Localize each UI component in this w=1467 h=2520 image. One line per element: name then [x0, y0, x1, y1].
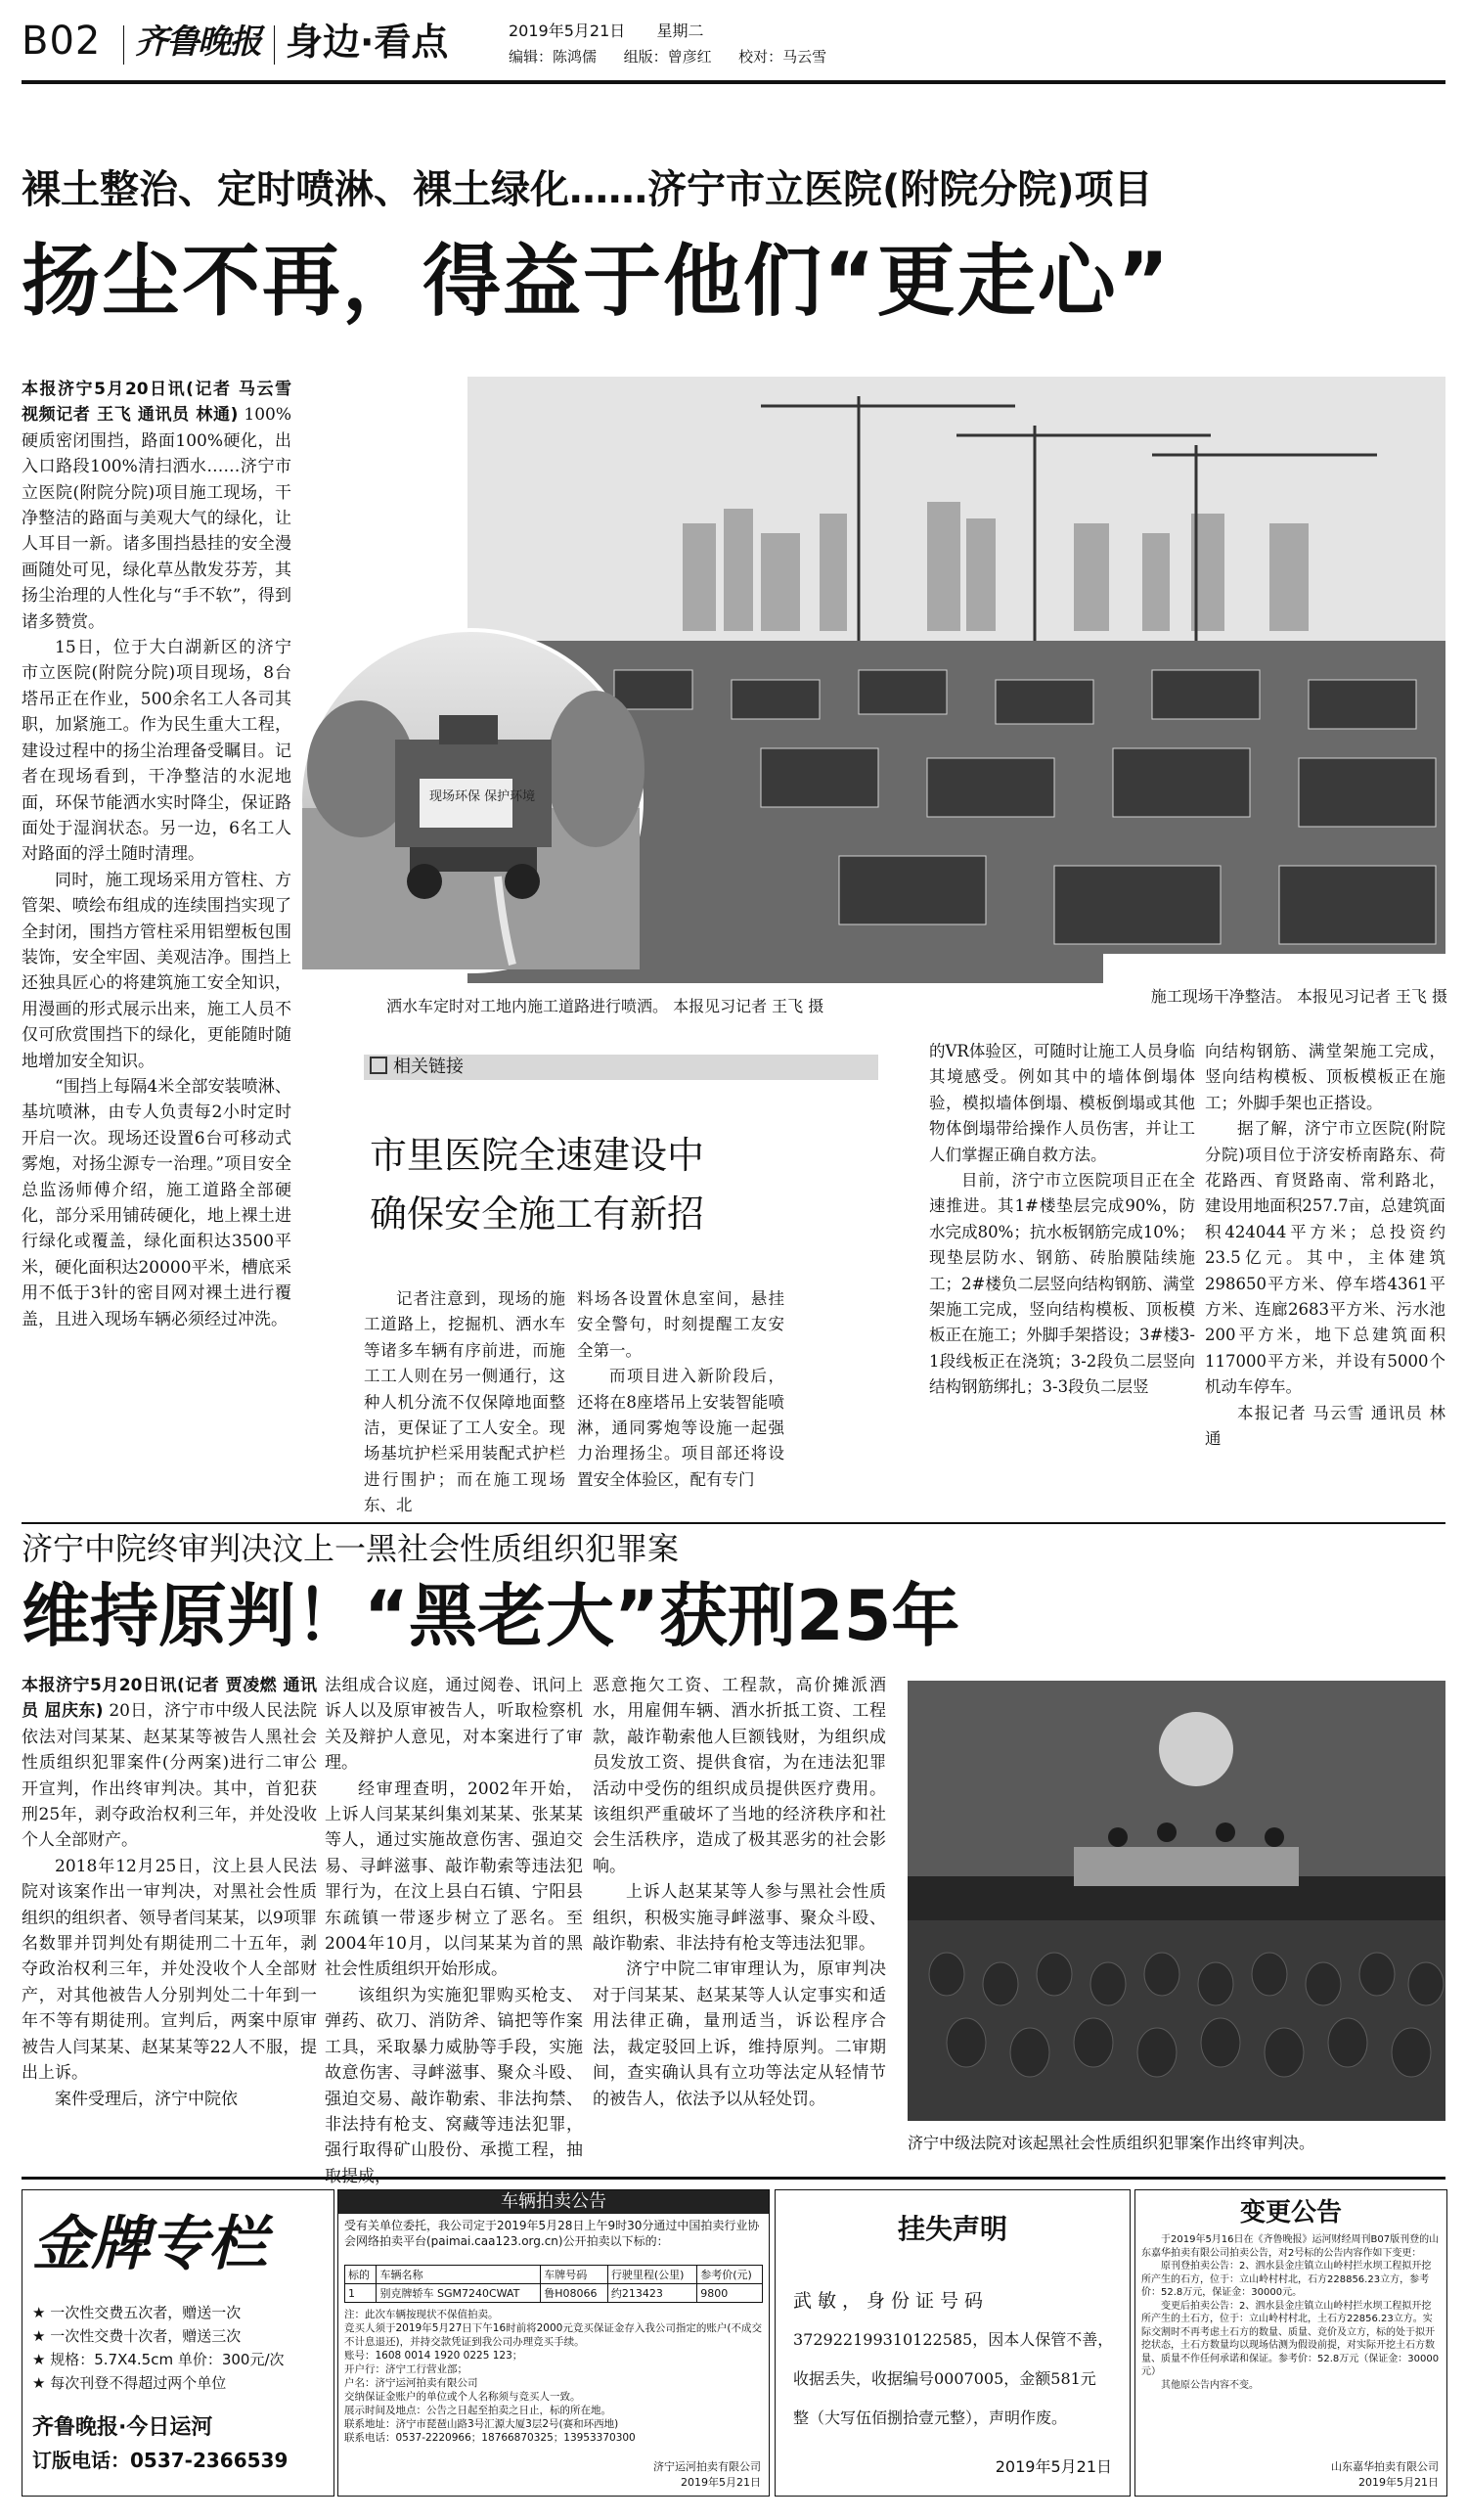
water-truck-photo: [298, 628, 644, 973]
credit-layout: 组版：曾彦红: [623, 48, 712, 66]
sidebar-paragraph: 目前，济宁市立医院项目正在全速推进。其1#楼垫层完成90%，防水完成80%；抗水板钢筋完成10%；现垫层防水、钢筋、砖胎膜陆续施工；2#楼负二层竖向结构钢筋、满堂架施工完成，竖向结构模板、顶板模板正在施工；外脚手架搭设；3#楼3-1段线板正在浇筑；3-2段负二层竖向结构钢筋绑扎；3-3段负二层竖: [929, 1171, 1195, 1397]
sidebar-paragraph: 料场各设置休息室间，悬挂安全警句，时刻提醒工友安全第一。: [577, 1289, 784, 1360]
gold-offer-line: ★ 规格：5.7X4.5cm 单价：300元/次: [32, 2351, 285, 2368]
story2-paragraph: 恶意拖欠工资、工程款，高价摊派酒水，用雇佣车辆、酒水折抵工资、工程款，敲诈勒索他人巨额钱财，为组织成员发放工资、提供食宿，为在违法犯罪活动中受伤的组织成员提供医疗费用。该组织严重破坏了当地的经济秩序和社会生活秩序，造成了极其恶劣的社会影响。: [593, 1676, 886, 1876]
change-notice-date: 2019年5月21日: [1358, 2476, 1439, 2489]
water-truck-illustration: [302, 632, 640, 969]
change-notice-org: 山东嘉华拍卖有限公司: [1331, 2460, 1439, 2473]
sidebar-reporter: 本报记者 马云雪 通讯员 林通: [1205, 1403, 1445, 1449]
story1-kicker: 裸土整治、定时喷淋、裸土绿化……济宁市立医院(附院分院)项目: [22, 167, 1153, 212]
story1-headline: 扬尘不再，得益于他们“更走心”: [22, 236, 1172, 327]
auction-note: 展示时间及地点：公告之日起至拍卖之日止，标的所在地。: [344, 2405, 611, 2416]
auction-title-bar: [338, 2190, 769, 2214]
sidebar-col1: [364, 1286, 565, 1516]
credits-line: [509, 47, 826, 67]
lost-notice-title: 挂失声明: [897, 2213, 1007, 2245]
table-cell: 约213423: [607, 2284, 696, 2303]
table-row: [345, 2284, 763, 2303]
auction-note: 户名：济宁运河拍卖有限公司: [344, 2377, 478, 2389]
issue-weekday: 星期二: [656, 22, 704, 40]
courtroom-illustration: [908, 1681, 1445, 2121]
table-header-cell: 车辆名称: [377, 2266, 541, 2284]
auction-note: 开户行：济宁工行营业部；: [344, 2363, 467, 2375]
lost-notice-date: 2019年5月21日: [995, 2457, 1112, 2476]
gold-offer-line: ★ 一次性交费五次者，赠送一次: [32, 2304, 242, 2321]
table-cell: 9800: [697, 2284, 763, 2303]
sidebar-title-line1: 市里医院全速建设中: [370, 1134, 705, 1177]
table-cell: 别克牌轿车 SGM7240CWAT: [377, 2284, 541, 2303]
sidebar-paragraph: 的VR体验区，可随时让施工人员身临其境感受。例如其中的墙体倒塌体验，模拟墙体倒塌、模板倒塌或其他物体倒塌带给操作人员伤害，并让工人们掌握正确自救方法。: [929, 1042, 1195, 1164]
credit-editor: 编辑：陈鸿儒: [509, 48, 598, 66]
story1-paragraph: 15日，位于大白湖新区的济宁市立医院(附院分院)项目现场，8台塔吊正在作业，500余名工人各司其职，加紧施工。作为民生重大工程，建设过程中的扬尘治理备受瞩目。记者在现场看到，干净整洁的水泥地面，环保节能洒水实时降尘，保证路面处于湿润状态。另一边，6名工人对路面的浮土随时清理。: [22, 638, 291, 865]
story1-body-left: [22, 377, 291, 1511]
lost-notice-line: 整（大写伍佰捌拾壹元整），声明作废。: [793, 2408, 1068, 2427]
change-notice-paragraph: 其他原公告内容不变。: [1161, 2379, 1259, 2391]
gold-column-title: 金牌专栏: [32, 2210, 267, 2278]
story2-col1: [22, 1673, 317, 2167]
story2-paragraph: 法组成合议庭，通过阅卷、讯问上诉人以及原审被告人，听取检察机关及辩护人意见，对本案进行了审理。: [325, 1676, 583, 1774]
auction-intro: 受有关单位委托，我公司定于2019年5月28日上午9时30分通过中国拍卖行业协会网络拍卖平台(paimai.caa123.org.cn)公开拍卖以下标的：: [344, 2219, 760, 2248]
sidebar-col3: [929, 1039, 1195, 1516]
auction-note: 联系电话：0537-2220966；18766870325；13953370300: [344, 2432, 636, 2444]
auction-note: 竞买人须于2019年5月27日下午16时前将2000元竞买保证金存入我公司指定的账户(不成交不计息退还)，并持交款凭证到我公司办理竞买手续。: [344, 2322, 762, 2348]
courtroom-photo-caption: 济宁中级法院对该起黑社会性质组织犯罪案作出终审判决。: [908, 2134, 1315, 2152]
story2-col2: [325, 1673, 583, 2167]
vehicle-auction-ad: [337, 2189, 770, 2497]
paper-logo: 齐鲁晚报: [135, 22, 260, 62]
gold-brand: 齐鲁晚报·今日运河: [32, 2415, 213, 2440]
related-link-text: 相关链接: [393, 1057, 464, 1077]
story2-headline: 维持原判！“黑老大”获刑25年: [22, 1576, 960, 1656]
auction-note: 账号：1608 0014 1920 0225 123；: [344, 2350, 523, 2362]
issue-date-line: [509, 22, 703, 41]
related-link-label: [364, 1055, 878, 1080]
auction-note: 交纳保证金账户的单位或个人名称须与竞买人一致。: [344, 2391, 581, 2403]
story1-paragraph: 同时，施工现场采用方管柱、方管架、喷绘布组成的连续围挡实现了全封闭，围挡方管柱采用铝塑板包围装饰，安全牢固、美观洁净。围挡上还独具匠心的将建筑施工安全知识，用漫画的形式展示出来，施工人员不仅可欣赏围挡下的绿化，更能随时随地增加安全知识。: [22, 870, 291, 1071]
table-header-cell: 标的: [345, 2266, 377, 2284]
sidebar-paragraph: 而项目进入新阶段后，还将在8座塔吊上安装智能喷淋，通同雾炮等设施一起强力治理扬尘。项目部还将设置安全体验区，配有专门: [577, 1367, 784, 1489]
story2-paragraph: 2018年12月25日，汶上县人民法院对该案作出一审判决，对黑社会性质组织的组织者、领导者闫某某，以9项罪名数罪并罚判处有期徒刑二十五年，剥夺政治权利三年，并处没收个人全部财产，对其他被告人分别判处二十年到一年不等有期徒刑。宣判后，两案中原审被告人闫某某、赵某某等22人不服，提出上诉。: [22, 1856, 317, 2084]
change-notice-paragraph: 原刊登拍卖公告：2、泗水县金庄镇立山岭村拦水坝工程拟开挖所产生的石方，位于：立山岭村村北，石方228856.23立方，参考价：52.8万元，保证金：30000元。: [1141, 2261, 1432, 2298]
sidebar-title-line2: 确保安全施工有新招: [370, 1192, 705, 1236]
credit-proof: 校对：马云雪: [738, 48, 827, 66]
gold-offer-line: ★ 每次刊登不得超过两个单位: [32, 2374, 227, 2392]
auction-notes: [344, 2308, 763, 2445]
section-title: 身边·看点: [286, 21, 449, 64]
story2-byline: 本报济宁5月20日讯(记者 贾凌燃 通讯员 屈庆东): [22, 1676, 317, 1722]
sidebar-paragraph: 向结构钢筋、满堂架施工完成，竖向结构模板、顶板模板正在施工；外脚手架也正搭设。: [1205, 1042, 1445, 1112]
table-cell: 1: [345, 2284, 377, 2303]
change-notice-paragraph: 于2019年5月16日在《齐鲁晚报》运河财经周刊B07版刊登的山东嘉华拍卖有限公司拍卖公告，对2号标的公告内容作如下变更：: [1141, 2234, 1440, 2259]
page-number: B02: [22, 19, 102, 64]
gold-offer-line: ★ 一次性交费十次者，赠送三次: [32, 2327, 242, 2345]
table-header-cell: 行驶里程(公里): [607, 2266, 696, 2284]
sidebar-col2: [577, 1286, 784, 1516]
auction-title: 车辆拍卖公告: [501, 2191, 606, 2212]
change-notice-paragraph: 变更后拍卖公告：2、泗水县金庄镇立山岭村拦水坝工程拟开挖所产生的土石方，位于：立山岭村村北，土石方22856.23立方。实际交割时不再考虑土石方的数量、质量、竞价及立方，标的处于拟开挖状态，土石方数量均以现场估测为假设前提，对实际开挖土石方数量、质量不作任何承诺和保证。参考价：52.8万元（保证金：30000元）: [1141, 2300, 1440, 2377]
auction-note: 联系地址：济宁市琵琶山路3号汇源大厦3层2号(赛和环西地): [344, 2418, 619, 2430]
change-notice-body: [1141, 2233, 1441, 2392]
lost-notice-line: 武敏，身份证号码: [793, 2290, 990, 2312]
auction-org: 济宁运河拍卖有限公司: [653, 2460, 761, 2473]
lost-notice-ad: [775, 2189, 1131, 2497]
lost-notice-line: 372922199310122585，因本人保管不善，: [793, 2330, 1114, 2349]
story2-paragraph: 经审理查明，2002年开始，上诉人闫某某纠集刘某某、张某某等人，通过实施故意伤害、强迫交易、寻衅滋事、敲诈勒索等违法犯罪行为，在汶上县白石镇、宁阳县东疏镇一带逐步树立了恶名。至2004年10月，以闫某某为首的黑社会性质组织开始形成。: [325, 1778, 583, 1980]
sidebar-col4: [1205, 1039, 1445, 1516]
masthead-divider: [123, 25, 124, 65]
auction-date: 2019年5月21日: [681, 2476, 761, 2489]
story2-kicker: 济宁中院终审判决汶上一黑社会性质组织犯罪案: [22, 1530, 680, 1567]
masthead-divider: [274, 25, 275, 65]
change-notice-ad: [1134, 2189, 1447, 2497]
gold-column-ad: [22, 2189, 334, 2497]
story1-paragraph: 100%硬质密闭围挡，路面100%硬化，出入口路段100%清扫洒水……济宁市立医院(附院分院)项目施工现场，干净整洁的路面与美观大气的绿化，让人耳目一新。诸多围挡悬挂的安全漫画随处可见，绿化草丛散发芬芳，其扬尘治理的人性化与“手不软”，得到诸多赞赏。: [22, 405, 292, 632]
auction-note: 注：此次车辆按现状不保值拍卖。: [344, 2309, 499, 2320]
story2-paragraph: 该组织为实施犯罪购买枪支、弹药、砍刀、消防斧、镐把等作案工具，采取暴力威胁等手段，实施故意伤害、寻衅滋事、聚众斗殴、强迫交易、敲诈勒索、非法拘禁、非法持有枪支、窝藏等违法犯罪，强行取得矿山股份、承揽工程，抽: [325, 1985, 583, 2161]
story1-byline: 本报济宁5月20日讯(记者 马云雪 视频记者 王飞 通讯员 林通): [22, 380, 291, 426]
story2-paragraph: 20日，济宁市中级人民法院依法对闫某某、赵某某等被告人黑社会性质组织犯罪案件(分两案)进行二审公开宣判，作出终审判决。其中，首犯获刑25年，剥夺政治权利三年，并处没收个人全部财产。: [22, 1701, 317, 1851]
courtroom-photo: [908, 1681, 1445, 2121]
story1-paragraph: “围挡上每隔4米全部安装喷淋、基坑喷淋，由专人负责每2小时定时开启一次。现场还设置6台可移动式雾炮，对扬尘源专一治理。”项目安全总监汤师傅介绍，施工道路全部硬化，部分采用铺砖硬化，地上裸土进行绿化或覆盖，绿化面积达3500平米，硬化面积达20000平米，槽底采用不低于3针的密目网对裸土进行覆盖，且进入现场车辆必须经过冲洗。: [22, 1076, 291, 1329]
truck-sign: 现场环保 保护环境: [429, 789, 536, 804]
change-notice-title: 变更公告: [1239, 2198, 1342, 2228]
auction-table: [344, 2265, 763, 2303]
sidebar-paragraph: 记者注意到，现场的施工道路上，挖掘机、洒水车等诸多车辆有序前进，而施工工人则在另一侧通行，这种人机分流不仅保障地面整洁，更保证了工人安全。现场基坑护栏采用装配式护栏进行围护；而在施工现场东、北: [364, 1289, 565, 1515]
table-header-cell: 车牌号码: [541, 2266, 608, 2284]
ads-rule: [22, 2177, 1445, 2180]
related-link-icon: [370, 1057, 387, 1074]
story2-paragraph: 济宁中院二审审理认为，原审判决对于闫某某、赵某某等人认定事实和适用法律正确，量刑适当，诉讼程序合法，裁定驳回上诉，维持原判。二审期间，查实确认具有立功等法定从轻情节的被告人，依法予以从轻处罚。: [593, 1959, 886, 2109]
section-rule: [22, 1522, 1445, 1524]
table-header-cell: 参考价(元): [697, 2266, 763, 2284]
gold-phone: 订版电话：0537-2366539: [32, 2449, 289, 2472]
story2-paragraph: 上诉人赵某某等人参与黑社会性质组织，积极实施寻衅滋事、聚众斗殴、敲诈勒索、非法持有枪支等违法犯罪。: [593, 1882, 886, 1955]
lost-notice-line: 收据丢失，收据编号0007005，金额581元: [793, 2369, 1096, 2388]
masthead-rule: [22, 80, 1445, 84]
table-cell: 鲁H08066: [541, 2284, 608, 2303]
issue-date: 2019年5月21日: [509, 22, 626, 40]
auction-table-header: [345, 2266, 763, 2284]
story2-col3: [593, 1673, 886, 2167]
sidebar-paragraph: 据了解，济宁市立医院(附院分院)项目位于济安桥南路东、荷花路西、育贤路南、常利路北，建设用地面积257.7亩，总建筑面积424044平方米；总投资约23.5亿元。其中，主体建筑298650平方米、停车塔4361平方米、连廊2683平方米、污水池200平方米，地下总建筑面积117000平方米，并设有5000个机动车停车。: [1205, 1119, 1445, 1397]
story2-paragraph: 案件受理后，济宁中院依: [55, 2089, 238, 2109]
construction-photo-caption: 施工现场干净整洁。 本报见习记者 王飞 摄: [1150, 987, 1447, 1006]
water-truck-photo-caption: 洒水车定时对工地内施工道路进行喷洒。 本报见习记者 王飞 摄: [386, 997, 824, 1015]
